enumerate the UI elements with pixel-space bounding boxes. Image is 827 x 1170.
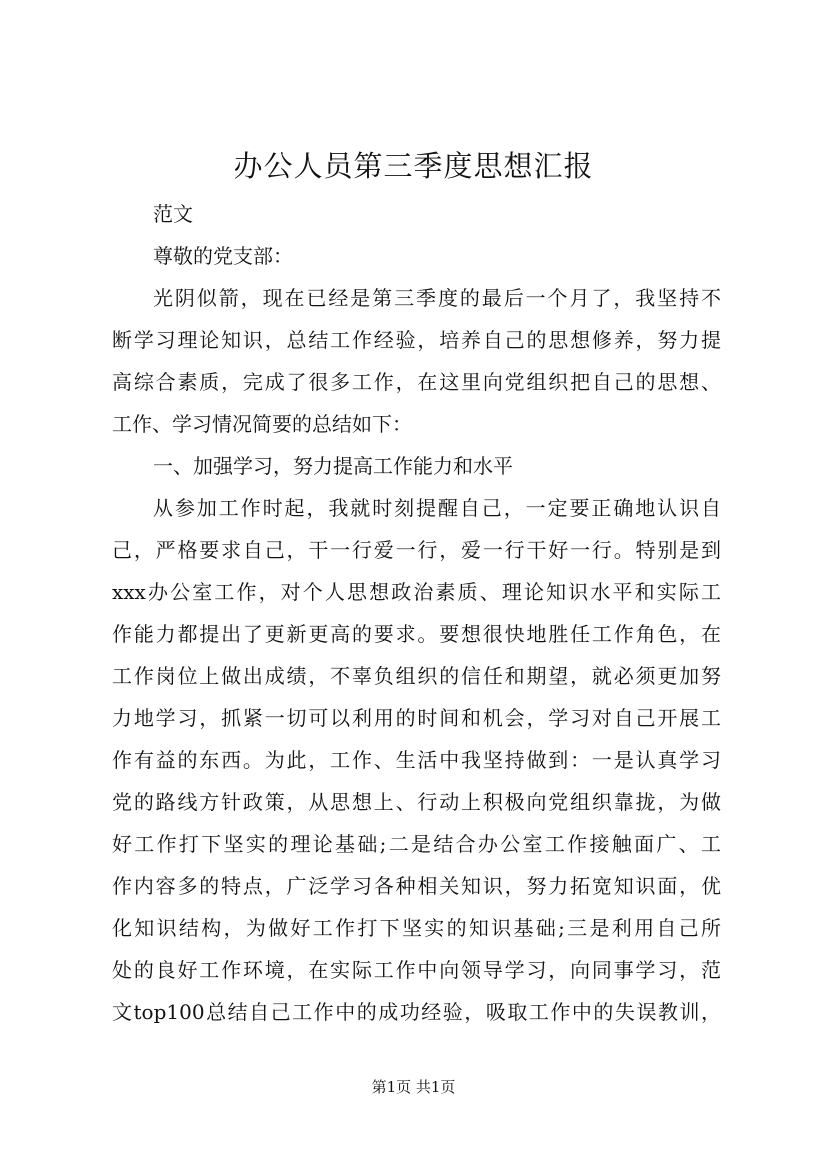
doc-line: 好工作打下坚实的理论基础;二是结合办公室工作接触面广、工 [112,832,721,856]
doc-line: 化知识结构，为做好工作打下坚实的知识基础;三是利用自己所 [112,916,721,940]
section-heading: 一、加强学习，努力提高工作能力和水平 [153,454,513,478]
doc-line: 高综合素质，完成了很多工作，在这里向党组织把自己的思想、 [112,370,721,394]
doc-line: 工作、学习情况简要的总结如下： [112,412,412,436]
doc-line: 己，严格要求自己，干一行爱一行，爱一行干好一行。特别是到 [112,538,721,562]
doc-line-category: 范文 [153,202,193,226]
page-number-footer: 第1页 共1页 [371,1078,456,1096]
doc-line: 作有益的东西。为此，工作、生活中我坚持做到：一是认真学习 [112,748,721,772]
doc-line: 作能力都提出了更新更高的要求。要想很快地胜任工作角色，在 [112,622,721,646]
doc-line: 从参加工作时起，我就时刻提醒自己，一定要正确地认识自 [153,496,721,520]
doc-line: 工作岗位上做出成绩，不辜负组织的信任和期望，就必须更加努 [112,664,721,688]
doc-line: 处的良好工作环境，在实际工作中向领导学习，向同事学习，范 [112,958,721,982]
doc-line-salutation: 尊敬的党支部： [153,244,293,268]
doc-line: 党的路线方针政策，从思想上、行动上积极向党组织靠拢，为做 [112,790,721,814]
doc-line: 作内容多的特点，广泛学习各种相关知识，努力拓宽知识面，优 [112,874,721,898]
doc-line: 文top100总结自己工作中的成功经验，吸取工作中的失误教训， [112,1000,721,1024]
doc-line: 力地学习，抓紧一切可以利用的时间和机会，学习对自己开展工 [112,706,721,730]
document-title: 办公人员第三季度思想汇报 [233,149,594,183]
doc-line: 断学习理论知识，总结工作经验，培养自己的思想修养，努力提 [112,328,721,352]
doc-line: xxx办公室工作，对个人思想政治素质、理论知识水平和实际工 [112,580,721,604]
doc-line: 光阴似箭，现在已经是第三季度的最后一个月了，我坚持不 [153,286,721,310]
